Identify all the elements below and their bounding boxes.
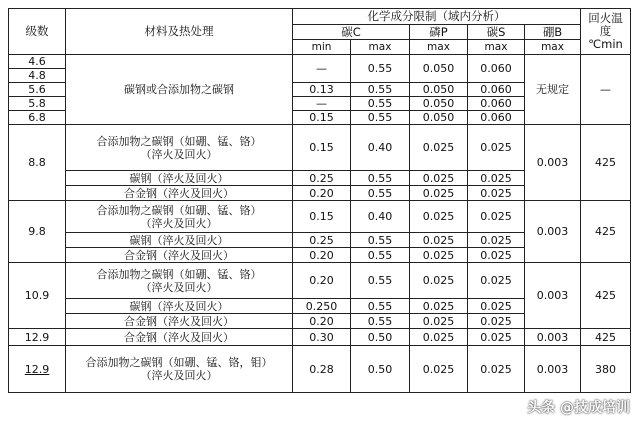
phosphorus-max-cell: 0.025 bbox=[410, 201, 468, 233]
phosphorus-max-cell: 0.050 bbox=[410, 111, 468, 125]
material-cell bbox=[66, 263, 293, 299]
carbon-max-cell: 0.55 bbox=[351, 55, 410, 83]
material-cell: 合金钢（淬火及回火） bbox=[66, 186, 293, 201]
carbon-max-cell: 0.50 bbox=[351, 329, 410, 346]
phosphorus-max-cell: 0.025 bbox=[410, 329, 468, 346]
boron-max-cell: 0.003 bbox=[525, 263, 581, 329]
temper-cell: 425 bbox=[581, 263, 631, 329]
temper-cell: — bbox=[581, 55, 631, 125]
carbon-min-cell: — bbox=[293, 97, 351, 111]
phosphorus-max-cell: 0.025 bbox=[410, 314, 468, 329]
sulfur-max-cell: 0.060 bbox=[468, 83, 525, 97]
carbon-min-cell: 0.28 bbox=[293, 346, 351, 393]
material-header: 材料及热处理 bbox=[66, 9, 293, 55]
carbon-max-cell: 0.55 bbox=[351, 186, 410, 201]
carbon-max-cell: 0.40 bbox=[351, 125, 410, 171]
material-cell: 合金钢（淬火及回火） bbox=[66, 248, 293, 263]
grade-underlined: 12.9 bbox=[24, 362, 50, 376]
phosphorus-max-cell: 0.050 bbox=[410, 55, 468, 83]
grade-cell: 6.8 bbox=[9, 111, 66, 125]
carbon-max-cell: 0.55 bbox=[351, 83, 410, 97]
material-line: （淬火及回火） bbox=[140, 147, 218, 161]
temper-temperature-header bbox=[581, 9, 631, 55]
material-cell bbox=[66, 125, 293, 171]
grade-cell: 4.8 bbox=[9, 69, 66, 83]
boron-max-cell: 无规定 bbox=[525, 55, 581, 125]
sulfur-max-cell: 0.060 bbox=[468, 97, 525, 111]
temper-cell: 380 bbox=[581, 346, 631, 393]
sulfur-max-cell: 0.025 bbox=[468, 125, 525, 171]
carbon-min-cell: — bbox=[293, 55, 351, 83]
grade-cell: 12.9 bbox=[9, 329, 66, 346]
sulfur-max-cell: 0.025 bbox=[468, 171, 525, 186]
carbon-max-cell: 0.55 bbox=[351, 233, 410, 248]
carbon-header: 碳C bbox=[293, 25, 410, 40]
carbon-max-cell: 0.55 bbox=[351, 171, 410, 186]
grade-cell: 8.8 bbox=[9, 125, 66, 201]
sulfur-max-cell: 0.025 bbox=[468, 329, 525, 346]
temper-cell: 425 bbox=[581, 201, 631, 263]
carbon-max-cell: 0.55 bbox=[351, 299, 410, 314]
phosphorus-max-cell: 0.050 bbox=[410, 83, 468, 97]
temper-label: 回火温度 bbox=[588, 11, 623, 38]
material-cell: 合金钢（淬火及回火） bbox=[66, 329, 293, 346]
phosphorus-header: 磷P bbox=[410, 25, 468, 40]
carbon-max-cell: 0.55 bbox=[351, 111, 410, 125]
sulfur-max-cell: 0.025 bbox=[468, 263, 525, 299]
material-line: 合添加物之碳钢（如硼、锰、铬） bbox=[96, 203, 262, 217]
sulfur-max-cell: 0.025 bbox=[468, 233, 525, 248]
carbon-max-cell: 0.55 bbox=[351, 314, 410, 329]
temper-cell: 425 bbox=[581, 125, 631, 201]
carbon-min-cell: 0.15 bbox=[293, 201, 351, 233]
sulfur-max-header: max bbox=[468, 40, 525, 55]
grade-cell bbox=[9, 346, 66, 393]
carbon-max-cell: 0.50 bbox=[351, 346, 410, 393]
chemical-limits-header: 化学成分限制（域内分析） bbox=[293, 9, 581, 25]
sulfur-max-cell: 0.025 bbox=[468, 314, 525, 329]
material-line: 合添加物之碳钢（如硼、锰、铬） bbox=[96, 267, 262, 281]
carbon-max-header: max bbox=[351, 40, 410, 55]
carbon-min-cell: 0.30 bbox=[293, 329, 351, 346]
material-cell bbox=[66, 201, 293, 233]
material-cell: 碳钢（淬火及回火） bbox=[66, 299, 293, 314]
carbon-min-cell: 0.25 bbox=[293, 233, 351, 248]
material-line: （淬火及回火） bbox=[140, 369, 218, 382]
carbon-min-cell: 0.15 bbox=[293, 125, 351, 171]
header-row bbox=[9, 9, 631, 25]
phosphorus-max-cell: 0.025 bbox=[410, 171, 468, 186]
phosphorus-max-cell: 0.025 bbox=[410, 299, 468, 314]
material-line: 合添加物之碳钢（如硼、锰、铬，钼） bbox=[85, 356, 273, 369]
carbon-min-cell: 0.13 bbox=[293, 83, 351, 97]
sulfur-max-cell: 0.025 bbox=[468, 248, 525, 263]
carbon-min-cell: 0.20 bbox=[293, 263, 351, 299]
grade-cell: 5.6 bbox=[9, 83, 66, 97]
carbon-min-header: min bbox=[293, 40, 351, 55]
table-row bbox=[9, 329, 631, 346]
boron-max-header: max bbox=[525, 40, 581, 55]
boron-max-cell: 0.003 bbox=[525, 329, 581, 346]
phosphorus-max-cell: 0.025 bbox=[410, 263, 468, 299]
boron-max-cell: 0.003 bbox=[525, 346, 581, 393]
grade-cell: 10.9 bbox=[9, 263, 66, 329]
grade-cell: 4.6 bbox=[9, 55, 66, 69]
chemical-composition-table bbox=[8, 8, 631, 393]
sulfur-max-cell: 0.025 bbox=[468, 186, 525, 201]
grade-cell: 9.8 bbox=[9, 201, 66, 263]
material-line: （淬火及回火） bbox=[140, 216, 218, 230]
sulfur-header: 碳S bbox=[468, 25, 525, 40]
carbon-min-cell: 0.20 bbox=[293, 186, 351, 201]
phosphorus-max-cell: 0.050 bbox=[410, 97, 468, 111]
phosphorus-max-cell: 0.025 bbox=[410, 233, 468, 248]
grade-header: 级数 bbox=[9, 9, 66, 55]
material-cell: 碳钢（淬火及回火） bbox=[66, 171, 293, 186]
carbon-max-cell: 0.55 bbox=[351, 248, 410, 263]
carbon-min-cell: 0.20 bbox=[293, 314, 351, 329]
phosphorus-max-cell: 0.025 bbox=[410, 346, 468, 393]
carbon-min-cell: 0.15 bbox=[293, 111, 351, 125]
table-row bbox=[9, 201, 631, 233]
grade-cell: 5.8 bbox=[9, 97, 66, 111]
carbon-max-cell: 0.40 bbox=[351, 201, 410, 233]
phosphorus-max-cell: 0.025 bbox=[410, 186, 468, 201]
carbon-max-cell: 0.55 bbox=[351, 97, 410, 111]
table-row bbox=[9, 125, 631, 171]
material-cell: 合金钢（淬火及回火） bbox=[66, 314, 293, 329]
table-row bbox=[9, 346, 631, 393]
boron-max-cell: 0.003 bbox=[525, 201, 581, 263]
sulfur-max-cell: 0.025 bbox=[468, 346, 525, 393]
carbon-min-cell: 0.25 bbox=[293, 171, 351, 186]
boron-max-cell: 0.003 bbox=[525, 125, 581, 201]
material-cell: 碳钢或合添加物之碳钢 bbox=[66, 55, 293, 125]
phosphorus-max-cell: 0.025 bbox=[410, 125, 468, 171]
carbon-max-cell: 0.55 bbox=[351, 263, 410, 299]
sulfur-max-cell: 0.025 bbox=[468, 201, 525, 233]
sulfur-max-cell: 0.060 bbox=[468, 55, 525, 83]
table-row bbox=[9, 263, 631, 299]
boron-header: 硼B bbox=[525, 25, 581, 40]
carbon-min-cell: 0.20 bbox=[293, 248, 351, 263]
temper-cell: 425 bbox=[581, 329, 631, 346]
sulfur-max-cell: 0.060 bbox=[468, 111, 525, 125]
sulfur-max-cell: 0.025 bbox=[468, 299, 525, 314]
carbon-min-cell: 0.250 bbox=[293, 299, 351, 314]
material-line: 合添加物之碳钢（如硼、锰、铬） bbox=[96, 134, 262, 148]
phosphorus-max-cell: 0.025 bbox=[410, 248, 468, 263]
phosphorus-max-header: max bbox=[410, 40, 468, 55]
temper-unit: ℃min bbox=[588, 37, 623, 51]
material-cell bbox=[66, 346, 293, 393]
watermark: 头条 @技成培训 bbox=[527, 400, 630, 416]
material-cell: 碳钢（淬火及回火） bbox=[66, 233, 293, 248]
table-row bbox=[9, 55, 631, 69]
material-line: （淬火及回火） bbox=[140, 280, 218, 294]
